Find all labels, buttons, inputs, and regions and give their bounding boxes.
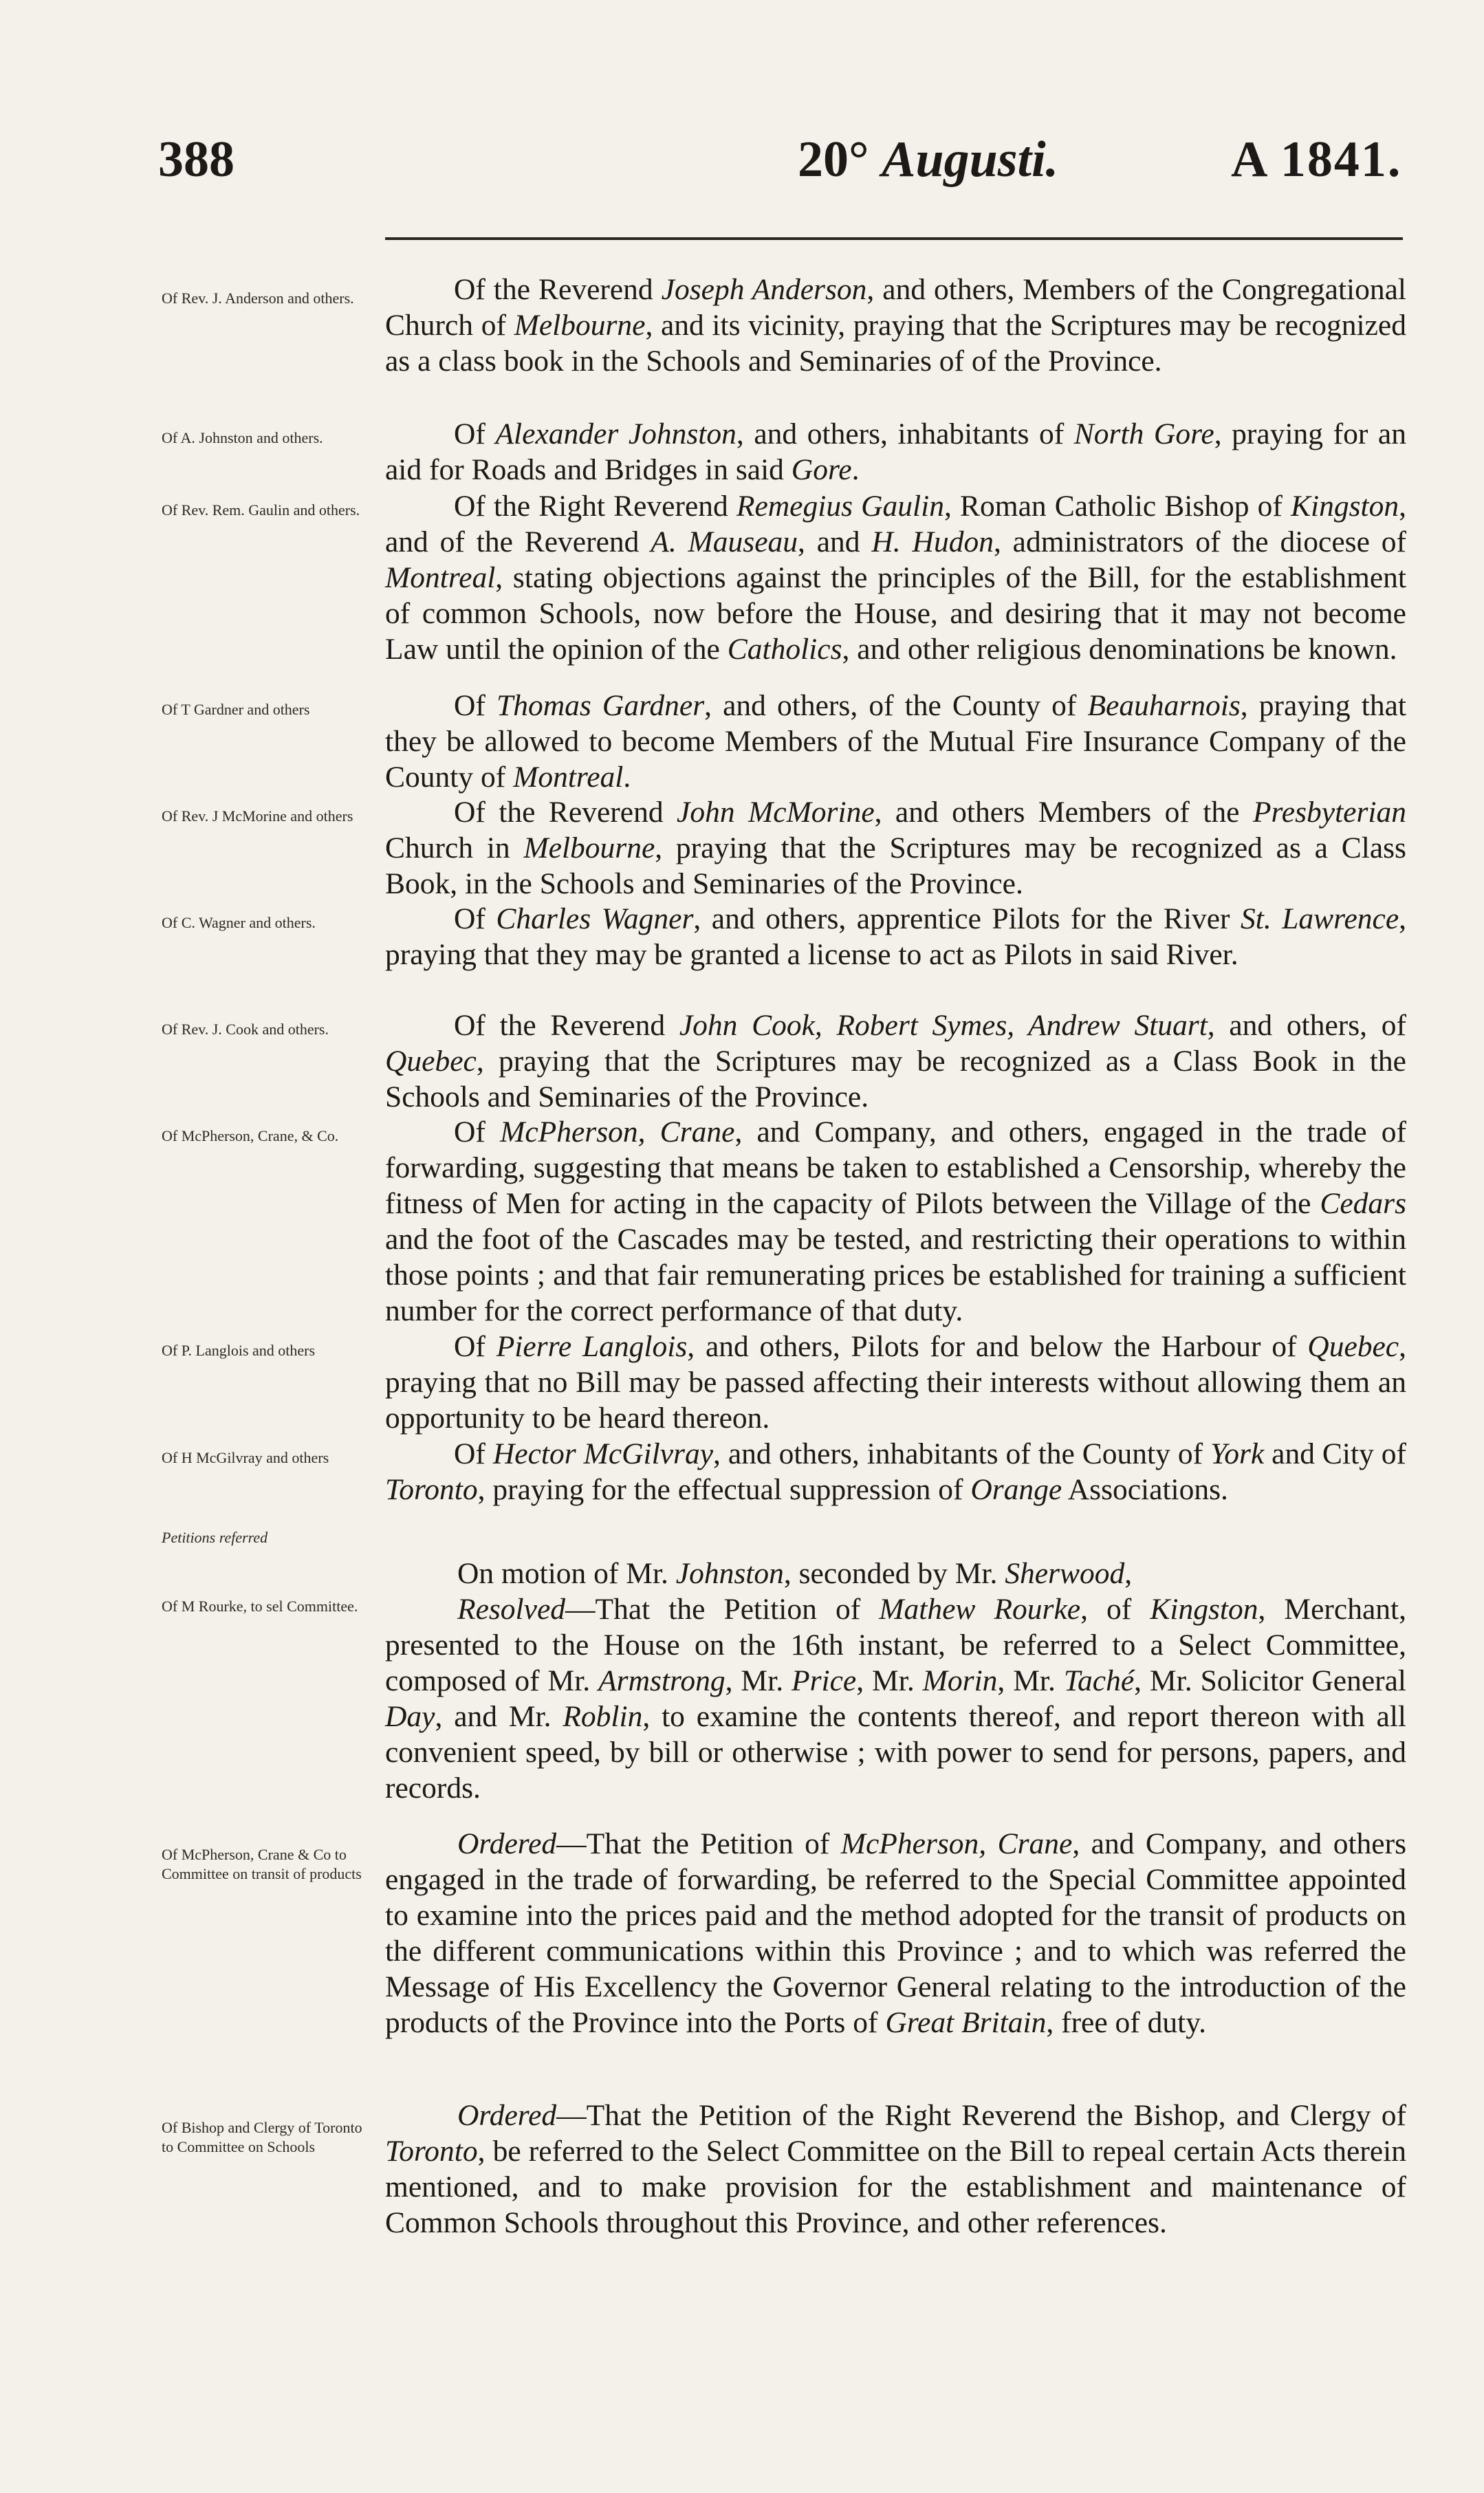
- petition-text: Of Thomas Gardner, and others, of the County of Beauharnois, praying that they be allowed to become Members of the Mutual Fire Insurance Company of the County of Montreal.: [385, 689, 1406, 794]
- margin-note: Of P. Langlois and others: [162, 1342, 316, 1359]
- italic-run: North Gore: [1073, 417, 1214, 450]
- margin-note: Of Bishop and Clergy of Toronto to Committee on Schools: [162, 2119, 362, 2155]
- italic-run: Gore: [791, 453, 852, 486]
- italic-run: Johnston: [675, 1557, 784, 1590]
- italic-run: Beauharnois: [1087, 689, 1241, 722]
- italic-run: Melbourne: [514, 309, 646, 342]
- petition-text: Of Alexander Johnston, and others, inhabitants of North Gore, praying for an aid for Roads and Bridges in said Gore.: [385, 417, 1406, 486]
- petition-text: Of the Reverend John McMorine, and others Members of the Presbyterian Church in Melbourne, praying that the Scriptures may be recognized as a Class Book, in the Schools and Seminaries of the Province.: [385, 796, 1406, 900]
- italic-run: Sherwood: [1005, 1557, 1125, 1590]
- petition-text: Of the Right Reverend Remegius Gaulin, Roman Catholic Bishop of Kingston, and of the Reverend A. Mauseau, and H. Hudon, administrators of the diocese of Montreal, stating objections against the principles of the Bill, for the establishment of common Schools, now before the House, and desiring that it may not become Law until the opinion of the Catholics, and other religious denominations be known.: [385, 490, 1407, 666]
- margin-note: Of McPherson, Crane & Co to Committee on transit of products: [162, 1846, 362, 1882]
- italic-run: Morin: [922, 1664, 998, 1697]
- italic-run: St. Lawrence: [1241, 902, 1399, 935]
- margin-note: Of Rev. J. Anderson and others.: [162, 290, 354, 307]
- italic-run: John Cook, Robert Symes, Andrew Stuart: [679, 1009, 1208, 1042]
- italic-run: Presbyterian: [1252, 796, 1406, 829]
- italic-run: Price: [792, 1664, 857, 1697]
- margin-note: Of C. Wagner and others.: [162, 914, 316, 931]
- margin-note-petitions-referred: Petitions referred: [162, 1529, 268, 1546]
- italic-run: Mathew Rourke: [879, 1593, 1081, 1626]
- margin-note: Of A. Johnston and others.: [162, 429, 323, 446]
- italic-run: McPherson, Crane: [840, 1827, 1073, 1860]
- italic-run: Joseph Anderson: [661, 273, 867, 306]
- italic-run: Catholics: [727, 633, 842, 666]
- header-date: [798, 131, 1058, 189]
- resolution-text: Ordered—That the Petition of the Right Reverend the Bishop, and Clergy of Toronto, be referred to the Select Committee on the Bill to repeal certain Acts therein mentioned, and to make provision for the establishment and maintenance of Common Schools throughout this Province, and other references.: [385, 2099, 1406, 2239]
- resolution-text: Resolved—That the Petition of Mathew Rourke, of Kingston, Merchant, presented to the House on the 16th instant, be referred to a Select Committee, composed of Mr. Armstrong, Mr. Price, Mr. Morin, Mr. Taché, Mr. Solicitor General Day, and Mr. Roblin, to examine the contents thereof, and report thereon with all convenient speed, by bill or otherwise ; with power to send for persons, papers, and records.: [385, 1593, 1407, 1805]
- italic-run: Resolved: [457, 1593, 566, 1626]
- italic-run: Pierre Langlois: [496, 1330, 688, 1363]
- italic-run: Ordered: [457, 2099, 557, 2132]
- margin-note: Of Rev. J. Cook and others.: [162, 1021, 329, 1038]
- italic-run: Armstrong: [598, 1664, 725, 1697]
- italic-run: H. Hudon: [871, 525, 994, 558]
- margin-note: Of Rev. J McMorine and others: [162, 807, 353, 825]
- italic-run: Alexander Johnston: [495, 417, 736, 450]
- italic-run: Thomas Gardner: [497, 689, 705, 722]
- motion-text: On motion of Mr. Johnston, seconded by Mr. Sherwood,: [457, 1557, 1133, 1590]
- italic-run: Montreal: [385, 561, 496, 594]
- italic-run: Charles Wagner: [496, 902, 694, 935]
- italic-run: John McMorine: [677, 796, 875, 829]
- italic-run: Melbourne: [523, 831, 655, 864]
- margin-note: Of T Gardner and others: [162, 701, 310, 718]
- italic-run: Roblin: [563, 1700, 643, 1733]
- margin-note: Of Rev. Rem. Gaulin and others.: [162, 501, 360, 519]
- petition-text: Of Charles Wagner, and others, apprentice Pilots for the River St. Lawrence, praying that they may be granted a license to act as Pilots in said River.: [385, 902, 1407, 971]
- italic-run: Kingston: [1291, 490, 1399, 523]
- italic-run: Toronto: [385, 2135, 478, 2168]
- petition-text: Of Pierre Langlois, and others, Pilots for and below the Harbour of Quebec, praying that no Bill may be passed affecting their interests without allowing them an opportunity to be heard thereon.: [385, 1330, 1406, 1435]
- resolution-text: Ordered—That the Petition of McPherson, Crane, and Company, and others engaged in the trade of forwarding, be referred to the Special Committee appointed to examine into the prices paid and the method adopted for the transit of products on the different communications within this Province ; and to which was referred the Message of His Excellency the Governor General relating to the introduction of the products of the Province into the Ports of Great Britain, free of duty.: [385, 1827, 1407, 2039]
- italic-run: Cedars: [1320, 1187, 1406, 1220]
- italic-run: Remegius Gaulin: [736, 490, 944, 523]
- margin-note: Of McPherson, Crane, & Co.: [162, 1127, 339, 1144]
- page-number: 388: [158, 131, 234, 188]
- margin-note: Of M Rourke, to sel Committee.: [162, 1598, 358, 1615]
- petition-text: Of the Reverend John Cook, Robert Symes, Andrew Stuart, and others, of Quebec, praying that the Scriptures may be recognized as a Class Book in the Schools and Seminaries of the Province.: [385, 1009, 1406, 1113]
- italic-run: Hector McGilvray: [492, 1437, 714, 1470]
- italic-run: Ordered: [457, 1827, 557, 1860]
- petition-text: Of the Reverend Joseph Anderson, and others, Members of the Congregational Church of Melbourne, and its vicinity, praying that the Scriptures may be recognized as a class book in the Schools and Seminaries of of the Province.: [385, 273, 1407, 378]
- italic-run: Taché: [1063, 1664, 1135, 1697]
- italic-run: Great Britain: [885, 2006, 1047, 2039]
- header-date-day: 20°: [798, 131, 869, 188]
- italic-run: A. Mauseau: [651, 525, 798, 558]
- italic-run: York: [1210, 1437, 1265, 1470]
- italic-run: Quebec: [1307, 1330, 1399, 1363]
- header-rule: [385, 237, 1403, 240]
- petition-text: Of Hector McGilvray, and others, inhabitants of the County of York and City of Toronto, praying for the effectual suppression of Orange Associations.: [385, 1437, 1407, 1506]
- italic-run: Orange: [970, 1473, 1062, 1506]
- italic-run: Quebec: [385, 1045, 477, 1078]
- italic-run: Montreal: [513, 761, 624, 794]
- italic-run: Kingston: [1150, 1593, 1258, 1626]
- header-date-month: Augusti.: [882, 131, 1059, 188]
- header-year: A 1841.: [1231, 131, 1402, 188]
- italic-run: McPherson, Crane: [500, 1115, 735, 1148]
- italic-run: Toronto: [385, 1473, 478, 1506]
- margin-note: Of H McGilvray and others: [162, 1449, 329, 1466]
- italic-run: Day: [385, 1700, 435, 1733]
- page-header: [0, 131, 1484, 193]
- petition-text: Of McPherson, Crane, and Company, and others, engaged in the trade of forwarding, suggesting that means be taken to established a Censorship, whereby the fitness of Men for acting in the capacity of Pilots between the Village of the Cedars and the foot of the Cascades may be tested, and restricting their operations to within those points ; and that fair remunerating prices be established for training a sufficient number for the correct performance of that duty.: [385, 1115, 1407, 1327]
